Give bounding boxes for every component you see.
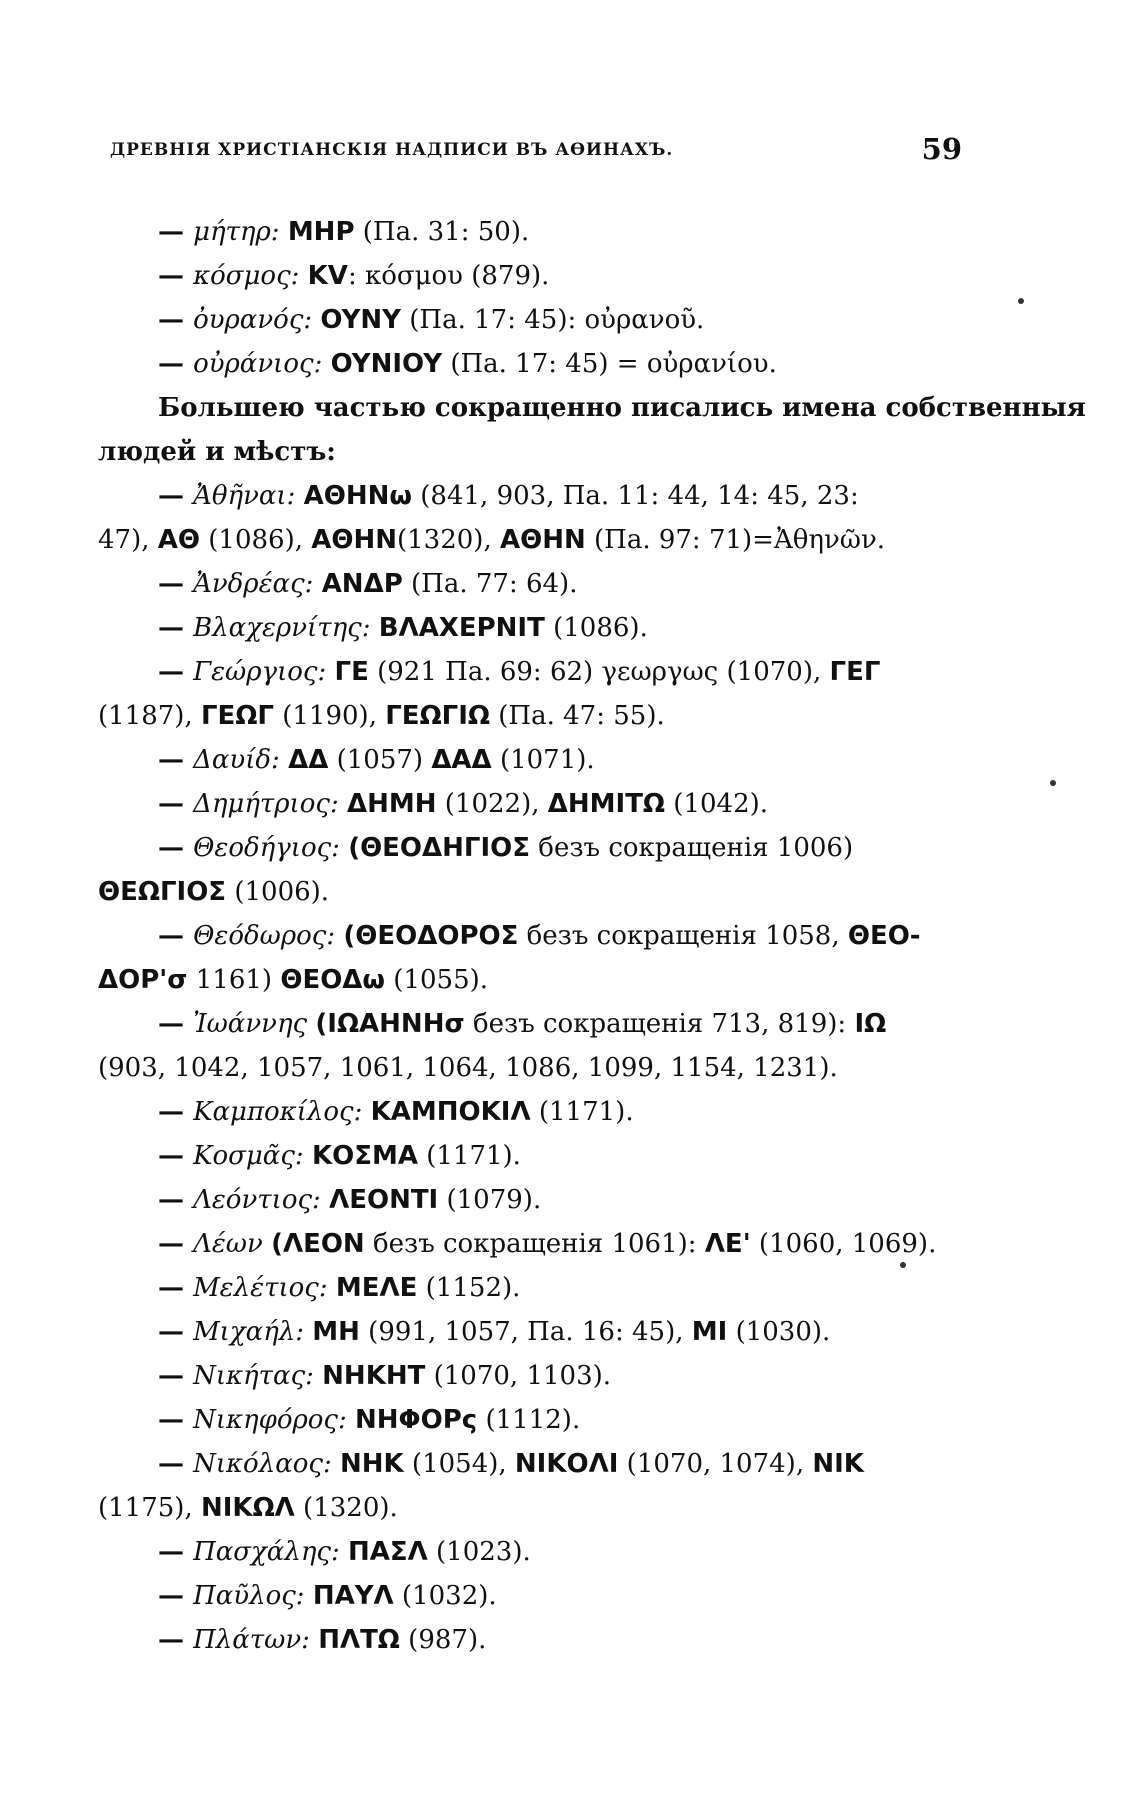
text-line [98, 870, 978, 914]
inscription-abbreviation: ANΔP [321, 569, 403, 599]
greek-name: Πασχάλης: [193, 1537, 348, 1567]
line-text: (921 Па. 69: 62) γεωργως (1070), [368, 657, 830, 687]
inscription-abbreviation: (ΘΕΟΔΟΡΟΣ [343, 921, 519, 951]
greek-name: Νικόλαος: [193, 1449, 340, 1479]
line-text: (1055). [385, 965, 489, 995]
line-text: (Па. 47: 55). [490, 701, 665, 731]
line-text: (1071). [491, 745, 595, 775]
entry-dash: — [158, 745, 194, 775]
inscription-abbreviation: ΘΕΩΓΙΟΣ [98, 877, 227, 907]
greek-name: Καμποκίλος: [193, 1097, 371, 1127]
greek-name: Θεόδωρος: [193, 921, 344, 951]
text-line [98, 826, 978, 870]
inscription-abbreviation: ΜΙ [691, 1317, 728, 1347]
text-line [98, 958, 978, 1002]
text-line [98, 1178, 978, 1222]
line-text: (1079). [438, 1185, 542, 1215]
line-text: (1320), [397, 525, 500, 555]
inscription-abbreviation: ΛΕ' [704, 1229, 751, 1259]
text-line [98, 782, 978, 826]
line-text: (987). [399, 1625, 487, 1655]
entry-dash: — [158, 1361, 194, 1391]
inscription-abbreviation: ΓΕ [334, 657, 369, 687]
inscription-abbreviation: ΔAΔ [431, 745, 492, 775]
text-line [98, 1530, 978, 1574]
greek-name: Λέων [193, 1229, 272, 1259]
entry-dash: — [158, 657, 194, 687]
line-text: безъ сокращенія 1061): [364, 1229, 705, 1259]
print-speck [1050, 780, 1056, 786]
inscription-abbreviation: ΔΟΡ'σ [98, 965, 188, 995]
entry-dash: — [158, 921, 194, 951]
line-text: (1187), [98, 701, 201, 731]
inscription-abbreviation: ΝΙΚΩΛ [200, 1493, 295, 1523]
text-line [98, 1002, 978, 1046]
entry-dash: — [158, 789, 194, 819]
entry-dash: — [158, 1185, 194, 1215]
line-text: (1054), [403, 1449, 515, 1479]
greek-name: Κοσμᾶς: [193, 1141, 312, 1171]
greek-name: κόσμος: [193, 261, 308, 291]
entry-dash: — [158, 1097, 194, 1127]
entry-dash: — [158, 1405, 194, 1435]
entry-dash: — [158, 833, 194, 863]
inscription-abbreviation: ΝΙΚΟΛΙ [514, 1449, 619, 1479]
line-text: безъ сокращенія 1058, [518, 921, 848, 951]
entry-dash: — [158, 1009, 194, 1039]
greek-name: Νικήτας: [193, 1361, 323, 1391]
inscription-abbreviation: ΜΗ [312, 1317, 360, 1347]
entry-dash: — [158, 305, 194, 335]
text-line [98, 298, 978, 342]
text-line [98, 1222, 978, 1266]
greek-name: Γεώργιος: [193, 657, 335, 687]
line-text: (1022), [436, 789, 548, 819]
paragraph-text: людей и мѣстъ: [98, 437, 336, 467]
text-line [98, 1398, 978, 1442]
entry-dash: — [158, 1625, 194, 1655]
text-line [98, 914, 978, 958]
line-text: : κόσμου (879). [347, 261, 550, 291]
line-text: 47), [98, 525, 158, 555]
text-line [98, 1618, 978, 1662]
entry-dash: — [158, 1229, 194, 1259]
line-text: (1057) [328, 745, 432, 775]
line-text: (1070, 1103). [425, 1361, 612, 1391]
inscription-abbreviation: ΝΗΚ [340, 1449, 404, 1479]
line-text: 1161) [187, 965, 281, 995]
line-text: (1060, 1069). [750, 1229, 937, 1259]
text-line [98, 738, 978, 782]
line-text: (Па. 77: 64). [402, 569, 578, 599]
inscription-abbreviation: BΛAXEPNIT [378, 613, 545, 643]
inscription-abbreviation: ΔHMITΩ [547, 789, 666, 819]
text-line [98, 1310, 978, 1354]
text-line [98, 562, 978, 606]
text-line [98, 1574, 978, 1618]
greek-name: Δαυίδ: [193, 745, 289, 775]
inscription-abbreviation: AΘ [157, 525, 200, 555]
text-line [98, 254, 978, 298]
line-text: (1032). [393, 1581, 497, 1611]
line-text: (1086). [544, 613, 648, 643]
inscription-abbreviation: ΝΗΚΗΤ [322, 1361, 426, 1391]
inscription-abbreviation: ΚΟΣΜΑ [311, 1141, 418, 1171]
inscription-abbreviation: ΠΛΤΩ [318, 1625, 400, 1655]
entry-dash: — [158, 1273, 194, 1303]
line-text: (Па. 97: 71)=Ἀθηνῶν. [585, 525, 886, 555]
paragraph-text: Большею частью сокращенно писались имена собственныя [158, 393, 1086, 423]
inscription-abbreviation: OYNY [320, 305, 402, 335]
text-line [98, 694, 978, 738]
line-text: (1320). [294, 1493, 398, 1523]
text-line [98, 1090, 978, 1134]
inscription-abbreviation: ΛΕΟΝΤΙ [329, 1185, 439, 1215]
line-text: (Па. 17: 45) = οὐρανίου. [442, 349, 777, 379]
inscription-abbreviation: MHP [287, 217, 355, 247]
text-line [98, 606, 978, 650]
greek-name: Ἀνδρέας: [193, 569, 322, 599]
inscription-abbreviation: (ΘΕΟΔΗΓΙΟΣ [348, 833, 531, 863]
line-text: безъ сокращенія 1006) [530, 833, 854, 863]
page-number: 59 [921, 132, 962, 166]
inscription-abbreviation: ΠΑΥΛ [312, 1581, 394, 1611]
text-line [98, 474, 978, 518]
inscription-abbreviation: ΜΕΛΕ [335, 1273, 418, 1303]
inscription-abbreviation: ΓΕΩΓ [200, 701, 274, 731]
entry-dash: — [158, 481, 194, 511]
line-text: (1070, 1074), [618, 1449, 813, 1479]
greek-name: Νικηφόρος: [193, 1405, 356, 1435]
text-line [98, 1354, 978, 1398]
line-text: (991, 1057, Па. 16: 45), [359, 1317, 692, 1347]
line-text: (1030). [727, 1317, 831, 1347]
greek-name: Θεοδήγιος: [193, 833, 349, 863]
entry-dash: — [158, 1317, 194, 1347]
greek-name: Ἰωάννης [193, 1009, 316, 1039]
entry-dash: — [158, 1449, 194, 1479]
inscription-abbreviation: AΘHN [311, 525, 397, 555]
text-line [98, 1134, 978, 1178]
entry-dash: — [158, 1537, 194, 1567]
inscription-abbreviation: (ΛΕΟΝ [271, 1229, 365, 1259]
line-text: (1175), [98, 1493, 201, 1523]
line-text: (Па. 17: 45): οὐρανοῦ. [401, 305, 705, 335]
text-line [98, 342, 978, 386]
inscription-abbreviation: AΘHN [499, 525, 586, 555]
inscription-abbreviation: ΔΔ [288, 745, 329, 775]
greek-name: οὐράνιος: [193, 349, 331, 379]
text-line [98, 1046, 978, 1090]
text-line [98, 430, 978, 474]
greek-name: μήτηρ: [193, 217, 288, 247]
text-line [98, 1486, 978, 1530]
text-line [98, 650, 978, 694]
entry-dash: — [158, 1141, 194, 1171]
line-text: (1006). [226, 877, 330, 907]
inscription-abbreviation: ΓΕΓ [829, 657, 881, 687]
line-text: (1171). [530, 1097, 634, 1127]
print-speck [900, 1262, 906, 1268]
inscription-abbreviation: ΘΕΟ- [847, 921, 921, 951]
inscription-abbreviation: ΓΕΩΓΙΩ [385, 701, 491, 731]
line-text: (1023). [427, 1537, 531, 1567]
entry-dash: — [158, 217, 194, 247]
inscription-abbreviation: ΙΩ [854, 1009, 887, 1039]
line-text: (903, 1042, 1057, 1061, 1064, 1086, 1099, 1154, 1231). [98, 1053, 838, 1083]
greek-name: Μιχαήλ: [193, 1317, 313, 1347]
inscription-abbreviation: ΠΑΣΛ [348, 1537, 428, 1567]
greek-name: Δημήτριος: [193, 789, 347, 819]
entry-dash: — [158, 261, 194, 291]
inscription-abbreviation: ΝΙΚ [812, 1449, 864, 1479]
line-text: (1086), [200, 525, 312, 555]
inscription-abbreviation: (ΙΩΑΗΝΗσ [315, 1009, 465, 1039]
running-title: ДРЕВНІЯ ХРИСТІАНСКІЯ НАДПИСИ ВЪ АѲИНАХЪ. [110, 140, 674, 160]
inscription-abbreviation: OYNIOY [330, 349, 443, 379]
greek-name: ὀυρανός: [193, 305, 321, 335]
line-text: (841, 903, Па. 11: 44, 14: 45, 23: [412, 481, 859, 511]
greek-name: Ἀθῆναι: [193, 481, 304, 511]
greek-name: Παῦλος: [193, 1581, 313, 1611]
text-line [98, 518, 978, 562]
inscription-abbreviation: ΝΗΦΟΡς [355, 1405, 478, 1435]
line-text: (Па. 31: 50). [354, 217, 530, 247]
page-body [98, 210, 1086, 1662]
greek-name: Μελέτιος: [193, 1273, 336, 1303]
greek-name: Λεόντιος: [193, 1185, 330, 1215]
inscription-abbreviation: ΘΕΟΔω [280, 965, 386, 995]
text-line [98, 1442, 978, 1486]
greek-name: Βλαχερνίτης: [193, 613, 379, 643]
line-text: (1152). [417, 1273, 521, 1303]
greek-name: Πλάτων: [193, 1625, 319, 1655]
inscription-abbreviation: ΔHMH [347, 789, 437, 819]
text-line [98, 386, 1086, 430]
inscription-abbreviation: ΚΑΜΠΟΚΙΛ [370, 1097, 531, 1127]
line-text: (1171). [417, 1141, 521, 1171]
text-line [98, 1266, 978, 1310]
line-text: (1112). [477, 1405, 581, 1435]
inscription-abbreviation: KV [307, 261, 348, 291]
line-text: безъ сокращенія 713, 819): [464, 1009, 855, 1039]
page-header [110, 132, 970, 172]
print-speck [1018, 298, 1024, 304]
line-text: (1190), [273, 701, 386, 731]
entry-dash: — [158, 569, 194, 599]
entry-dash: — [158, 349, 194, 379]
entry-dash: — [158, 1581, 194, 1611]
line-text: (1042). [665, 789, 769, 819]
inscription-abbreviation: AΘHNω [303, 481, 412, 511]
text-line [98, 210, 978, 254]
entry-dash: — [158, 613, 194, 643]
